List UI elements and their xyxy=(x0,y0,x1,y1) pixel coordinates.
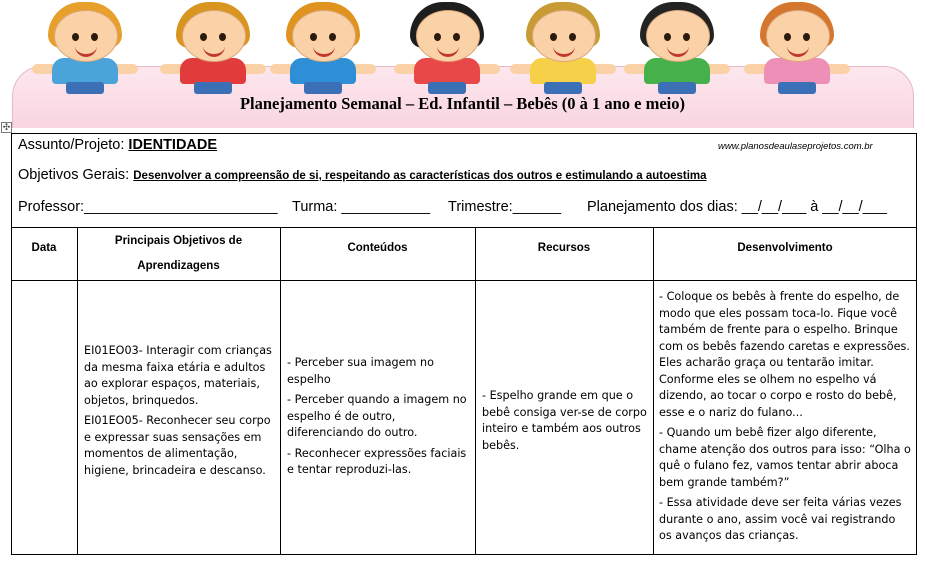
objectives-line xyxy=(18,167,707,183)
website-link[interactable]: www.planosdeaulaseprojetos.com.br xyxy=(718,141,873,152)
cell-resources xyxy=(482,388,652,458)
kid-striped xyxy=(392,2,502,96)
class-field[interactable]: Turma: ___________ xyxy=(292,199,431,215)
header-banner xyxy=(0,0,925,128)
header-contents: Conteúdos xyxy=(347,242,408,254)
development-step: - Coloque os bebês à frente do espelho, de modo que eles possam toca-lo. Fique você também de frente para o espelho. Brinque com os bebês fazendo caretas e expressões. Eles acharão graça ou tentarão imitar. Conforme eles se olhem no espelho vá dizendo, ao tocar o corpo e rosto do bebê, esse e o nariz do fulano... xyxy=(659,290,910,419)
objectives-label: Objetivos Gerais: xyxy=(18,167,134,183)
subject-value: IDENTIDADE xyxy=(128,137,218,153)
header-objectives xyxy=(77,229,280,279)
cell-development xyxy=(659,289,911,549)
table-divider-header xyxy=(11,280,917,281)
col-divider-3 xyxy=(475,227,476,555)
kid-glasses xyxy=(30,2,140,96)
header-resources: Recursos xyxy=(537,242,591,254)
objective-eo03: EI01EO03- Interagir com crianças da mesma faixa etária e adultos ao explorar espaços, materiais, objetos, brinquedos. xyxy=(84,344,272,407)
table-move-handle-icon[interactable]: ✣ xyxy=(2,122,11,132)
content-item: - Perceber quando a imagem no espelho é de outro, diferenciando do outro. xyxy=(287,393,467,439)
teacher-field[interactable]: Professor:________________________ xyxy=(18,199,278,215)
subject-label: Assunto/Projeto: xyxy=(18,137,129,153)
header-development: Desenvolvimento xyxy=(737,242,833,254)
header-date: Data xyxy=(31,242,57,254)
kid-dark-hair xyxy=(622,2,732,96)
header-objectives-line1: Principais Objetivos de xyxy=(114,235,243,247)
objectives-value: Desenvolver a compreensão de si, respeitando as características dos outros e estimulando a autoestima xyxy=(133,170,707,182)
development-step: - Quando um bebê fizer algo diferente, chame atenção dos outros para isso: “Olha o quê o fulano fez, vamos tentar abrir aboca bem grande também?” xyxy=(659,426,911,489)
content-item: - Reconhecer expressões faciais e tentar reproduzi-las. xyxy=(287,446,467,476)
resource-item: - Espelho grande em que o bebê consiga ver-se de corpo inteiro e também aos outros bebês. xyxy=(482,389,647,452)
content-item: - Perceber sua imagem no espelho xyxy=(287,356,434,386)
quarter-field[interactable]: Trimestre:______ xyxy=(448,199,562,215)
kid-braids xyxy=(508,2,618,96)
cell-objectives xyxy=(84,343,276,483)
header-objectives-line2: Aprendizagens xyxy=(137,260,220,272)
kid-red-shirt xyxy=(158,2,268,96)
cell-contents xyxy=(287,355,471,483)
page-title: Planejamento Semanal – Ed. Infantil – Bebês (0 à 1 ano e meio) xyxy=(239,94,686,113)
development-step: - Essa atividade deve ser feita várias vezes durante o ano, assim você vai registrando os avanços das crianças. xyxy=(659,496,902,542)
subject-line xyxy=(18,137,217,153)
col-divider-2 xyxy=(280,227,281,555)
objective-eo05: EI01EO05- Reconhecer seu corpo e expressar suas sensações em momentos de alimentação, higiene, brincadeira e descanso. xyxy=(84,414,271,477)
kid-pink xyxy=(742,2,852,96)
planning-days-field[interactable]: Planejamento dos dias: __/__/___ à __/__/___ xyxy=(587,199,887,215)
col-divider-4 xyxy=(653,227,654,555)
kid-pigtails xyxy=(268,2,378,96)
table-divider-top xyxy=(11,227,917,228)
